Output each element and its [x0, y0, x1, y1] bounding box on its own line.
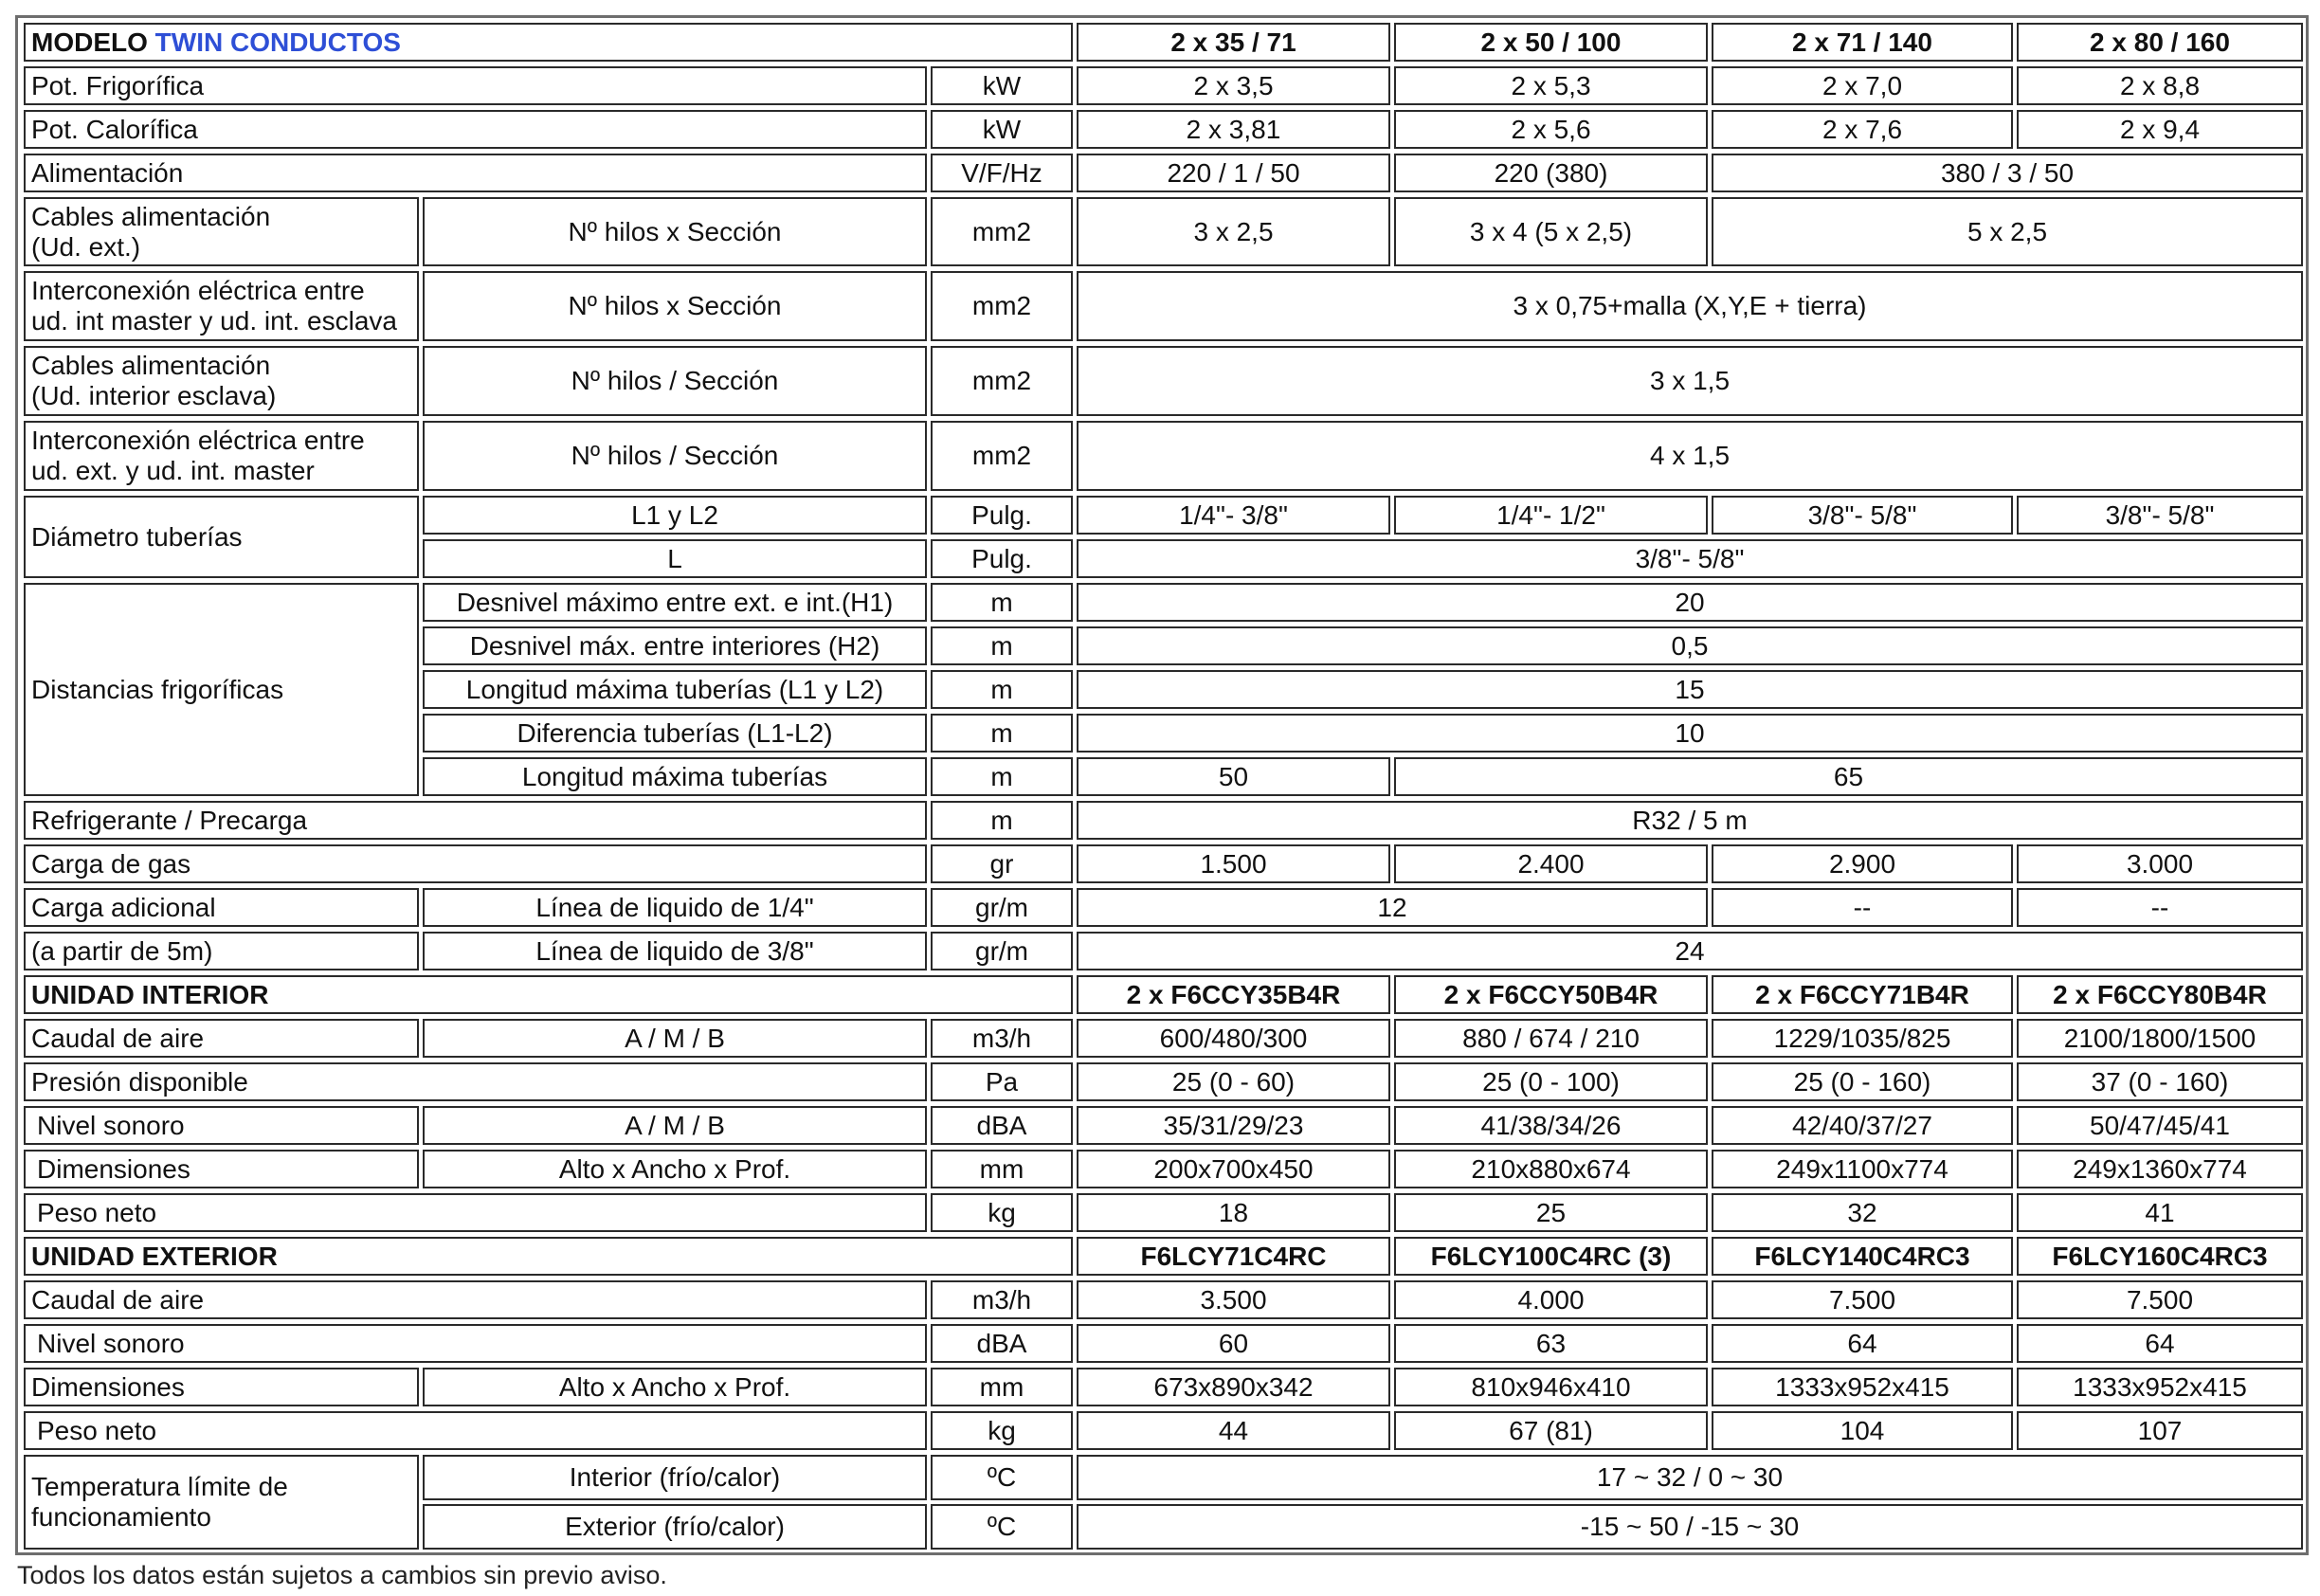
value-cell: 63: [1394, 1324, 1708, 1363]
row-label: [24, 346, 419, 416]
model-cell: F6LCY100C4RC (3): [1394, 1237, 1708, 1276]
value-cell: -15 ~ 50 / -15 ~ 30: [1077, 1504, 2303, 1550]
value-cell: 25 (0 - 100): [1394, 1062, 1708, 1101]
value-cell: 35/31/29/23: [1077, 1106, 1390, 1145]
row-label-line: Interconexión eléctrica entre: [31, 276, 365, 305]
value-cell: 64: [1712, 1324, 2013, 1363]
value-cell: 25 (0 - 160): [1712, 1062, 2013, 1101]
value-cell: 0,5: [1077, 626, 2303, 665]
column-header-4: 2 x 80 / 160: [2017, 23, 2303, 62]
value-cell: 41: [2017, 1193, 2303, 1232]
unit-cell: m3/h: [931, 1280, 1073, 1319]
value-cell: 104: [1712, 1411, 2013, 1450]
model-cell: F6LCY140C4RC3: [1712, 1237, 2013, 1276]
unit-cell: mm: [931, 1368, 1073, 1406]
model-name: TWIN CONDUCTOS: [154, 27, 401, 57]
unit-cell: ºC: [931, 1504, 1073, 1550]
value-cell: 1229/1035/825: [1712, 1019, 2013, 1058]
value-cell: 37 (0 - 160): [2017, 1062, 2303, 1101]
row-label: [24, 421, 419, 491]
unit-cell: kg: [931, 1193, 1073, 1232]
value-cell: 25 (0 - 60): [1077, 1062, 1390, 1101]
unit-cell: Pulg.: [931, 539, 1073, 578]
value-cell: 2 x 7,0: [1712, 66, 2013, 105]
unit-cell: kW: [931, 66, 1073, 105]
unit-cell: m: [931, 714, 1073, 753]
spec-table: [15, 15, 2309, 1555]
desc-cell: A / M / B: [423, 1106, 927, 1145]
value-cell: 2.900: [1712, 844, 2013, 883]
desc-cell: Nº hilos x Sección: [423, 271, 927, 341]
value-cell: 12: [1077, 888, 1708, 927]
desc-cell: A / M / B: [423, 1019, 927, 1058]
row-label-line: funcionamiento: [31, 1502, 211, 1532]
value-cell: 210x880x674: [1394, 1150, 1708, 1188]
desc-cell: Nº hilos / Sección: [423, 346, 927, 416]
unit-cell: V/F/Hz: [931, 154, 1073, 192]
unit-cell: dBA: [931, 1324, 1073, 1363]
value-cell: 4 x 1,5: [1077, 421, 2303, 491]
unit-cell: m: [931, 757, 1073, 796]
row-label: [24, 1455, 419, 1550]
value-cell: 3 x 2,5: [1077, 197, 1390, 266]
section-title-exterior: UNIDAD EXTERIOR: [24, 1237, 1073, 1276]
table-title: [24, 23, 1073, 62]
model-cell: 2 x F6CCY80B4R: [2017, 975, 2303, 1014]
row-label: Carga adicional: [24, 888, 419, 927]
value-cell: 4.000: [1394, 1280, 1708, 1319]
unit-cell: Pa: [931, 1062, 1073, 1101]
unit-cell: m: [931, 626, 1073, 665]
value-cell: 7.500: [1712, 1280, 2013, 1319]
value-cell: 20: [1077, 583, 2303, 622]
model-cell: 2 x F6CCY35B4R: [1077, 975, 1390, 1014]
value-cell: 220 / 1 / 50: [1077, 154, 1390, 192]
value-cell: 249x1100x774: [1712, 1150, 2013, 1188]
value-cell: 2100/1800/1500: [2017, 1019, 2303, 1058]
unit-cell: m: [931, 583, 1073, 622]
desc-cell: Alto x Ancho x Prof.: [423, 1150, 927, 1188]
model-cell: F6LCY160C4RC3: [2017, 1237, 2303, 1276]
value-cell: 673x890x342: [1077, 1368, 1390, 1406]
value-cell: 3/8"- 5/8": [1077, 539, 2303, 578]
value-cell: 67 (81): [1394, 1411, 1708, 1450]
value-cell: 880 / 674 / 210: [1394, 1019, 1708, 1058]
value-cell: 60: [1077, 1324, 1390, 1363]
value-cell: 41/38/34/26: [1394, 1106, 1708, 1145]
desc-cell: Línea de liquido de 1/4": [423, 888, 927, 927]
footnote: Todos los datos están sujetos a cambios sin previo aviso.: [17, 1561, 667, 1589]
desc-cell: Exterior (frío/calor): [423, 1504, 927, 1550]
column-header-1: 2 x 35 / 71: [1077, 23, 1390, 62]
value-cell: 1/4"- 1/2": [1394, 496, 1708, 535]
unit-cell: gr/m: [931, 932, 1073, 970]
value-cell: 17 ~ 32 / 0 ~ 30: [1077, 1455, 2303, 1500]
value-cell: 1/4"- 3/8": [1077, 496, 1390, 535]
row-label-line: Interconexión eléctrica entre: [31, 426, 365, 455]
row-label: Diámetro tuberías: [24, 496, 419, 578]
row-label: Dimensiones: [24, 1368, 419, 1406]
value-cell: --: [1712, 888, 2013, 927]
value-cell: 25: [1394, 1193, 1708, 1232]
row-label-line: Cables alimentación: [31, 201, 271, 231]
column-header-3: 2 x 71 / 140: [1712, 23, 2013, 62]
row-label-line: ud. ext. y ud. int. master: [31, 456, 315, 485]
row-label: Peso neto: [24, 1193, 927, 1232]
value-cell: 42/40/37/27: [1712, 1106, 2013, 1145]
row-label: [24, 197, 419, 266]
row-label-line: Temperatura límite de: [31, 1472, 288, 1501]
value-cell: 44: [1077, 1411, 1390, 1450]
value-cell: 3.000: [2017, 844, 2303, 883]
value-cell: --: [2017, 888, 2303, 927]
unit-cell: ºC: [931, 1455, 1073, 1500]
desc-cell: Desnivel máximo entre ext. e int.(H1): [423, 583, 927, 622]
column-header-2: 2 x 50 / 100: [1394, 23, 1708, 62]
desc-cell: L: [423, 539, 927, 578]
unit-cell: mm2: [931, 271, 1073, 341]
row-label: Nivel sonoro: [24, 1106, 419, 1145]
value-cell: 5 x 2,5: [1712, 197, 2303, 266]
unit-cell: mm2: [931, 197, 1073, 266]
row-label: Distancias frigoríficas: [24, 583, 419, 796]
value-cell: 2 x 9,4: [2017, 110, 2303, 149]
value-cell: 2 x 8,8: [2017, 66, 2303, 105]
unit-cell: kg: [931, 1411, 1073, 1450]
value-cell: 15: [1077, 670, 2303, 709]
row-label: Presión disponible: [24, 1062, 927, 1101]
value-cell: 7.500: [2017, 1280, 2303, 1319]
desc-cell: Diferencia tuberías (L1-L2): [423, 714, 927, 753]
value-cell: 249x1360x774: [2017, 1150, 2303, 1188]
unit-cell: gr/m: [931, 888, 1073, 927]
value-cell: 1333x952x415: [1712, 1368, 2013, 1406]
unit-cell: mm: [931, 1150, 1073, 1188]
value-cell: 10: [1077, 714, 2303, 753]
value-cell: 2 x 3,81: [1077, 110, 1390, 149]
unit-cell: m3/h: [931, 1019, 1073, 1058]
unit-cell: Pulg.: [931, 496, 1073, 535]
desc-cell: Línea de liquido de 3/8": [423, 932, 927, 970]
value-cell: 1333x952x415: [2017, 1368, 2303, 1406]
value-cell: 50: [1077, 757, 1390, 796]
value-cell: 107: [2017, 1411, 2303, 1450]
unit-cell: mm2: [931, 346, 1073, 416]
unit-cell: kW: [931, 110, 1073, 149]
value-cell: 65: [1394, 757, 2303, 796]
value-cell: 200x700x450: [1077, 1150, 1390, 1188]
value-cell: 2 x 7,6: [1712, 110, 2013, 149]
desc-cell: Nº hilos x Sección: [423, 197, 927, 266]
value-cell: 18: [1077, 1193, 1390, 1232]
value-cell: 2 x 5,3: [1394, 66, 1708, 105]
row-label: Carga de gas: [24, 844, 927, 883]
unit-cell: m: [931, 670, 1073, 709]
row-label: Alimentación: [24, 154, 927, 192]
value-cell: R32 / 5 m: [1077, 801, 2303, 840]
value-cell: 3.500: [1077, 1280, 1390, 1319]
row-label-line: Cables alimentación: [31, 351, 271, 380]
value-cell: 64: [2017, 1324, 2303, 1363]
section-title-interior: UNIDAD INTERIOR: [24, 975, 1073, 1014]
row-label: Caudal de aire: [24, 1280, 927, 1319]
value-cell: 2 x 3,5: [1077, 66, 1390, 105]
row-label-line: (Ud. interior esclava): [31, 381, 277, 410]
value-cell: 600/480/300: [1077, 1019, 1390, 1058]
value-cell: 2.400: [1394, 844, 1708, 883]
row-label: Pot. Calorífica: [24, 110, 927, 149]
unit-cell: mm2: [931, 421, 1073, 491]
unit-cell: dBA: [931, 1106, 1073, 1145]
value-cell: 24: [1077, 932, 2303, 970]
row-label: Peso neto: [24, 1411, 927, 1450]
unit-cell: gr: [931, 844, 1073, 883]
model-cell: 2 x F6CCY71B4R: [1712, 975, 2013, 1014]
value-cell: 3/8"- 5/8": [2017, 496, 2303, 535]
row-label: Caudal de aire: [24, 1019, 419, 1058]
row-label: Refrigerante / Precarga: [24, 801, 927, 840]
desc-cell: Longitud máxima tuberías (L1 y L2): [423, 670, 927, 709]
value-cell: 220 (380): [1394, 154, 1708, 192]
value-cell: 3/8"- 5/8": [1712, 496, 2013, 535]
value-cell: 3 x 4 (5 x 2,5): [1394, 197, 1708, 266]
desc-cell: Interior (frío/calor): [423, 1455, 927, 1500]
value-cell: 50/47/45/41: [2017, 1106, 2303, 1145]
model-label: MODELO: [31, 27, 148, 57]
value-cell: 1.500: [1077, 844, 1390, 883]
desc-cell: Nº hilos / Sección: [423, 421, 927, 491]
unit-cell: m: [931, 801, 1073, 840]
row-label: (a partir de 5m): [24, 932, 419, 970]
desc-cell: Alto x Ancho x Prof.: [423, 1368, 927, 1406]
value-cell: 3 x 1,5: [1077, 346, 2303, 416]
value-cell: 810x946x410: [1394, 1368, 1708, 1406]
value-cell: 380 / 3 / 50: [1712, 154, 2303, 192]
model-cell: 2 x F6CCY50B4R: [1394, 975, 1708, 1014]
value-cell: 32: [1712, 1193, 2013, 1232]
desc-cell: L1 y L2: [423, 496, 927, 535]
row-label-line: (Ud. ext.): [31, 231, 141, 262]
row-label: Nivel sonoro: [24, 1324, 927, 1363]
row-label: Pot. Frigorífica: [24, 66, 927, 105]
value-cell: 2 x 5,6: [1394, 110, 1708, 149]
desc-cell: Longitud máxima tuberías: [423, 757, 927, 796]
row-label-line: ud. int master y ud. int. esclava: [31, 306, 397, 336]
value-cell: 3 x 0,75+malla (X,Y,E + tierra): [1077, 271, 2303, 341]
row-label: [24, 271, 419, 341]
desc-cell: Desnivel máx. entre interiores (H2): [423, 626, 927, 665]
model-cell: F6LCY71C4RC: [1077, 1237, 1390, 1276]
row-label: Dimensiones: [24, 1150, 419, 1188]
